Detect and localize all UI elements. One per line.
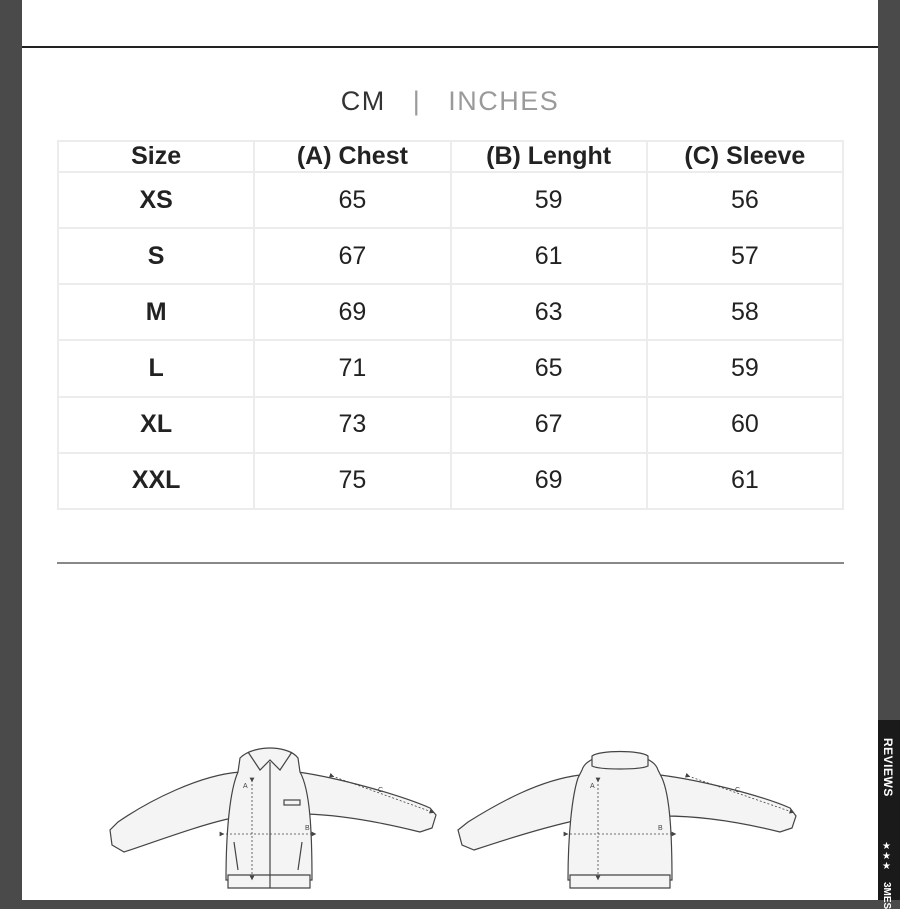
chest-value: 73 <box>254 397 450 453</box>
sleeve-value: 58 <box>647 284 843 340</box>
chest-value: 65 <box>254 172 450 228</box>
reviews-tab-label: REVIEWS <box>881 738 895 797</box>
table-row <box>58 397 843 453</box>
unit-separator: | <box>412 86 422 116</box>
front-jacket-illustration <box>110 748 436 888</box>
table-row <box>58 340 843 396</box>
chest-value: 75 <box>254 453 450 509</box>
size-chart-table <box>57 140 844 510</box>
header-size: Size <box>58 141 254 172</box>
length-value: 69 <box>451 453 647 509</box>
sleeve-value: 57 <box>647 228 843 284</box>
back-label-a: A <box>590 783 595 790</box>
size-label: XXL <box>58 453 254 509</box>
header-sleeve: (C) Sleeve <box>647 141 843 172</box>
star-icon: ★ ★ ★ <box>882 841 891 872</box>
table-row <box>58 228 843 284</box>
back-label-c: C <box>735 787 741 794</box>
length-value: 61 <box>451 228 647 284</box>
length-value: 59 <box>451 172 647 228</box>
length-value: 63 <box>451 284 647 340</box>
unit-inches-toggle[interactable]: INCHES <box>448 86 560 116</box>
chest-value: 71 <box>254 340 450 396</box>
section-divider <box>57 562 844 564</box>
length-value: 65 <box>451 340 647 396</box>
size-label: S <box>58 228 254 284</box>
sleeve-value: 56 <box>647 172 843 228</box>
jacket-measurement-diagram <box>0 730 900 900</box>
unit-cm-toggle[interactable]: CM <box>340 86 386 116</box>
front-label-b: B <box>305 825 310 832</box>
modal-title-cropped <box>22 0 878 8</box>
table-header-row <box>58 141 843 172</box>
length-value: 67 <box>451 397 647 453</box>
size-label: XL <box>58 397 254 453</box>
size-label: M <box>58 284 254 340</box>
table-row <box>58 172 843 228</box>
front-label-c: C <box>378 787 384 794</box>
size-label: L <box>58 340 254 396</box>
title-divider <box>22 46 878 48</box>
unit-toggle <box>22 86 878 117</box>
back-label-b: B <box>658 825 663 832</box>
chest-value: 67 <box>254 228 450 284</box>
sleeve-value: 60 <box>647 397 843 453</box>
size-label: XS <box>58 172 254 228</box>
reviews-tab-secondary-label: 3MES <box>881 882 892 909</box>
reviews-side-tab[interactable] <box>878 720 900 909</box>
header-chest: (A) Chest <box>254 141 450 172</box>
sleeve-value: 61 <box>647 453 843 509</box>
sleeve-value: 59 <box>647 340 843 396</box>
back-jacket-illustration <box>458 752 796 889</box>
table-row <box>58 284 843 340</box>
front-label-a: A <box>243 783 248 790</box>
table-row <box>58 453 843 509</box>
chest-value: 69 <box>254 284 450 340</box>
header-length: (B) Lenght <box>451 141 647 172</box>
